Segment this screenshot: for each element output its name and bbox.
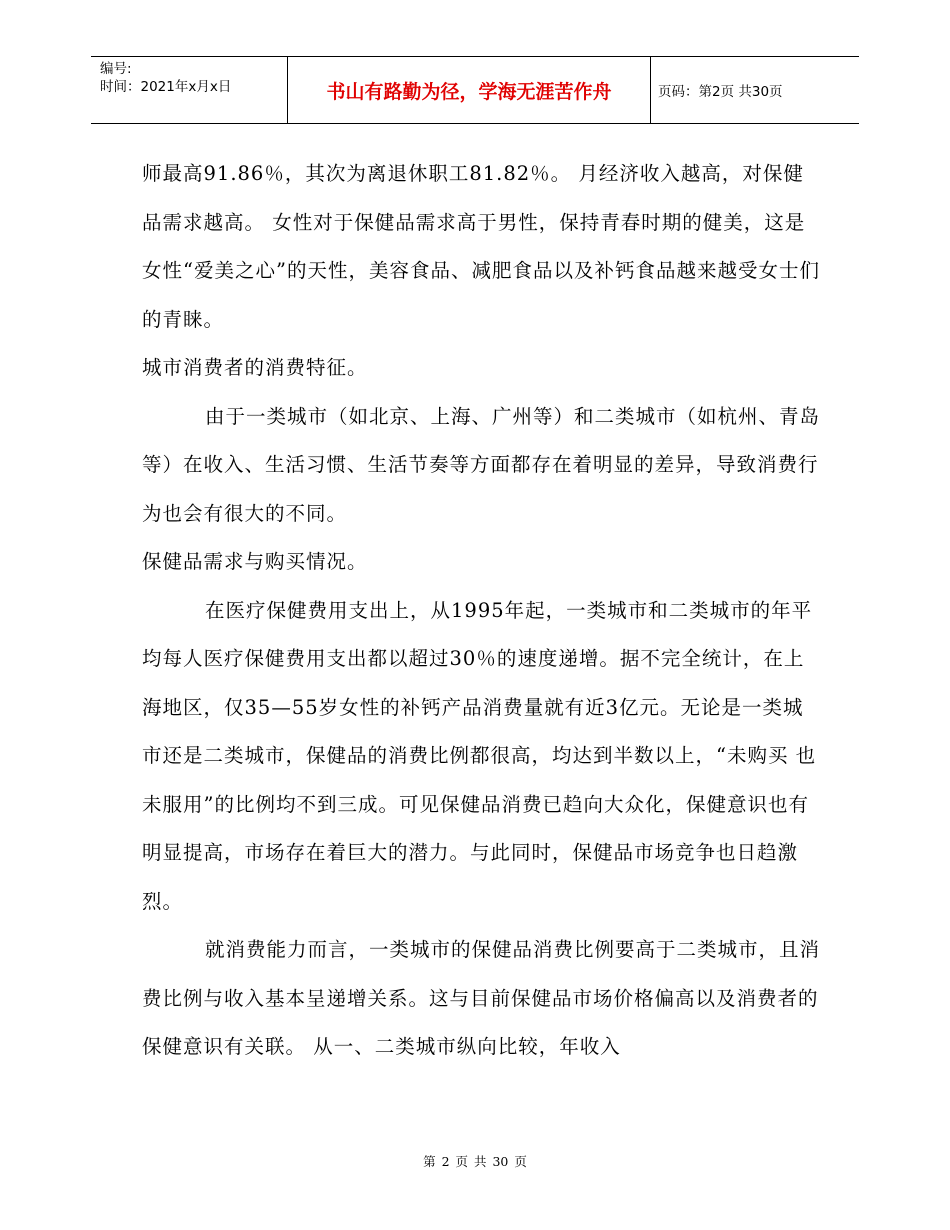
document-time-label: 时间：2021年x月x日 [100, 79, 232, 95]
header-page-number: 页码：第2页 共30页 [658, 84, 783, 100]
header-motto: 书山有路勤为径，学海无涯苦作舟 [287, 57, 651, 123]
document-body [142, 150, 822, 1072]
body-paragraph: 就消费能力而言，一类城市的保健品消费比例要高于二类城市，且消费比例与收入基本呈递增关系。这与目前保健品市场价格偏高以及消费者的保健意识有关联。 从一、二类城市纵向比较，年收入 [142, 938, 821, 1058]
page-header [91, 56, 859, 124]
header-meta [91, 57, 287, 123]
section-heading: 保健品需求与购买情况。 [142, 550, 368, 573]
body-paragraph: 在医疗保健费用支出上，从1995年起，一类城市和二类城市的年平均每人医疗保健费用支出都以超过30％的速度递增。据不完全统计，在上海地区，仅35—55岁女性的补钙产品消费量就有近3亿元。无论是一类城市还是二类城市，保健品的消费比例都很高，均达到半数以上，“未购买 也未服用”的比例均不到三成。可见保健品消费已趋向大众化，保健意识也有明显提高，市场存在着巨大的潜力。与此同时，保健品市场竞争也日趋激烈。 [142, 598, 817, 913]
body-paragraph: 由于一类城市（如北京、上海、广州等）和二类城市（如杭州、青岛等）在收入、生活习惯、生活节奏等方面都存在着明显的差异，导致消费行为也会有很大的不同。 [142, 404, 821, 525]
page-footer: 第 2 页 共 30 页 [423, 1154, 527, 1169]
body-paragraph: 师最高91.86％，其次为离退休职工81.82％。 月经济收入越高，对保健品需求越高。 女性对于保健品需求高于男性，保持青春时期的健美，这是女性“爱美之心”的天性，美容食品、减肥食品以及补钙食品越来越受女士们的青睐。 [142, 162, 820, 331]
document-number-label: 编号: [100, 61, 132, 77]
section-heading: 城市消费者的消费特征。 [142, 356, 368, 379]
